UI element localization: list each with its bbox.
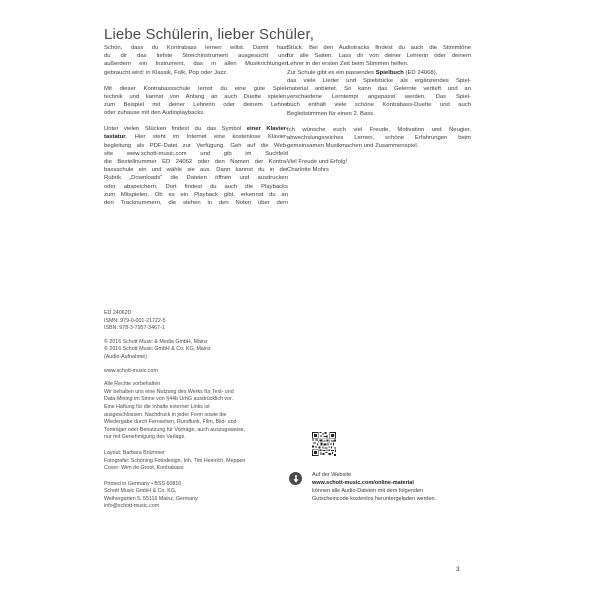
text-fragment: Unter vielen Stücken findest du das Symbol [104,126,247,133]
intro-paragraph [104,44,288,77]
text-line: die Bestellnummer ED 24062 oder den Namen der Kontra- [104,159,288,166]
order-number: ED 24062D [104,310,132,316]
rights-line: Data-Mining im Sinne von §44b UrhG ausdrücklich vor. [104,396,233,403]
piano-accompaniment-paragraph [104,125,288,207]
copyright-line: (Audio-Aufnahme) [104,353,147,360]
online-material-note [312,471,436,503]
ismn: ISMN: 979-0-001-21722-5 [104,317,166,324]
printed-line: Printed in Germany • BSS 60816 [104,480,182,487]
text-line: zum Mitspielen. Ob es ein Playback gibt, erkennst du an [104,191,288,198]
rights-line: Eine Haftung für die Inhalte externer Links ist [104,403,210,410]
text-fragment: . Hier steht im Internet eine kostenlose Klavier- [125,134,288,141]
text-line: site www.schott-music.com und gib im Suchfeld [104,150,288,157]
audio-tracks-paragraph [287,44,471,118]
text-line: für alle Saiten. Lass dir von deiner Lehrerin oder deinem [287,53,471,60]
text-line: technik und kannst von Anfang an auch Duette spielen, [104,93,288,100]
imprint [104,310,294,511]
text-line: gebraucht wird: in Klassik, Folk, Pop oder Jazz. [104,69,228,76]
text-line: gemeinsamen Musikmachen und Zusammenspiel. [287,143,419,150]
text-line: Stück. Bei den Audiotracks findest du auch die Stimmtöne [287,45,471,51]
text-line: das viele Lieder und Spielstücke als ergänzendes Spiel- [287,77,471,84]
text-line: buch enthält viele schöne Kontrabass-Duette und auch [287,102,471,109]
text-line: Gutscheincode kostenlos heruntergeladen werden. [312,496,437,502]
text-line: oder zuhause mit den Audioplaybacks. [104,110,205,117]
text-line: Rubrik „Downloads“ die Dateien öffnen und ausdrucken [104,175,288,182]
text-line: Lehrer in der ersten Zeit beim Stimmen helfen. [287,61,409,68]
technique-paragraph [104,85,288,118]
wishes-paragraph [287,126,471,151]
page-number: 3 [456,566,460,573]
text-line: Viel Freude und Erfolg! [287,159,348,166]
text-line: den Tracknummern, die stehen in den Noten über dem [104,200,288,207]
publisher-line: Schott Music GmbH & Co. KG, [104,488,177,495]
text-line [104,125,288,133]
text-line: können alle Audio-Dateien mit dem folgenden [312,488,423,494]
text-line: außerdem ein Instrument, das in allen Musikrichtungen [104,61,288,68]
rights-line: Wiedergabe durch Fernsehen, Rundfunk, Film, Bild- und [104,419,237,426]
rights-line: ausgeschlossen. Nachdruck in jeder Form sowie die [104,411,227,418]
text-line: abwechslungsreiches Lernen, schöne Erfahrungen beim [287,134,471,141]
online-material-url[interactable]: www.schott-music.com/online-material [312,480,414,486]
copyright-line: © 2016 Schott Music & Media GmbH, Mainz [104,338,208,345]
download-arrow-icon [289,472,302,485]
bold-text: einer Klavier- [246,126,288,133]
credit-line: Cover: Wim de Groot, Kontrabass [104,465,184,472]
email-line: info@schott-music.com [104,503,160,510]
left-column [104,44,288,215]
copyright-line: © 2016 Schott Music GmbH & Co. KG, Mainz [104,346,211,353]
page-title: Liebe Schülerin, lieber Schüler, [104,26,314,43]
text-fragment: Zur Schule gibt es ein passendes [287,69,376,76]
address-line: Weihergarten 5, 55116 Mainz, Germany [104,495,198,502]
credit-line: Layout: Barbara Brümmer [104,449,165,456]
text-line: Ich wünsche euch viel Freude, Motivation und Neugier, [287,126,471,133]
isbn: ISBN: 978-3-7957-3467-1 [104,325,165,332]
author-name: Charlotte Mohrs [287,167,329,174]
text-line: oder abspeichern. Dort findest du auch die Playbacks [104,183,288,190]
rights-line: Wir behalten uns eine Nutzung des Werks für Text- und [104,388,234,395]
text-line [104,133,288,141]
text-line: zum Beispiel mit deiner Lehrerin oder deinem Lehrer [104,102,288,109]
rights-line: Tonträger oder Benutzung für Vorträge, auch auszugsweise, [104,426,246,433]
rights-line: nur mit Genehmigung des Verlags. [104,434,186,441]
text-line: bassschule ein und wähle sie aus. Dann kannst du in der [104,167,288,174]
text-line: Begleitstimmen für einen 2. Bass. [287,110,375,117]
text-line: material anbietet. So kann das Gelernte vertieft und an [287,86,471,93]
text-line: begleitung als PDF-Datei zur Verfügung. Geh auf die Web- [104,142,288,149]
rights-line: Alle Rechte vorbehalten [104,381,161,388]
credit-line: Fotografie: Schöning Fotodesign, Inh. Tim Heinrich, Meppen [104,457,246,464]
text-line: verschiedene Lerntempi angepasst werden. Das Spiel- [287,94,471,101]
signoff [287,158,471,174]
text-fragment: (ED 24068), [403,69,438,76]
text-line: Schön, dass du Kontrabass lernen willst. Damit hast [104,45,288,51]
right-column [287,44,471,182]
bold-text: tastatur [104,134,126,141]
publisher-website: www.schott-music.com [104,367,158,374]
text-line: Auf der Website [312,472,352,478]
bold-text: Spielbuch [375,69,404,76]
text-line: du dir das tiefste Streichinstrument ausgesucht und [104,53,288,60]
text-line: Mit dieser Kontrabassschule lernst du eine gute Spiel- [104,85,288,92]
text-line [287,69,471,77]
qr-code [312,432,336,456]
